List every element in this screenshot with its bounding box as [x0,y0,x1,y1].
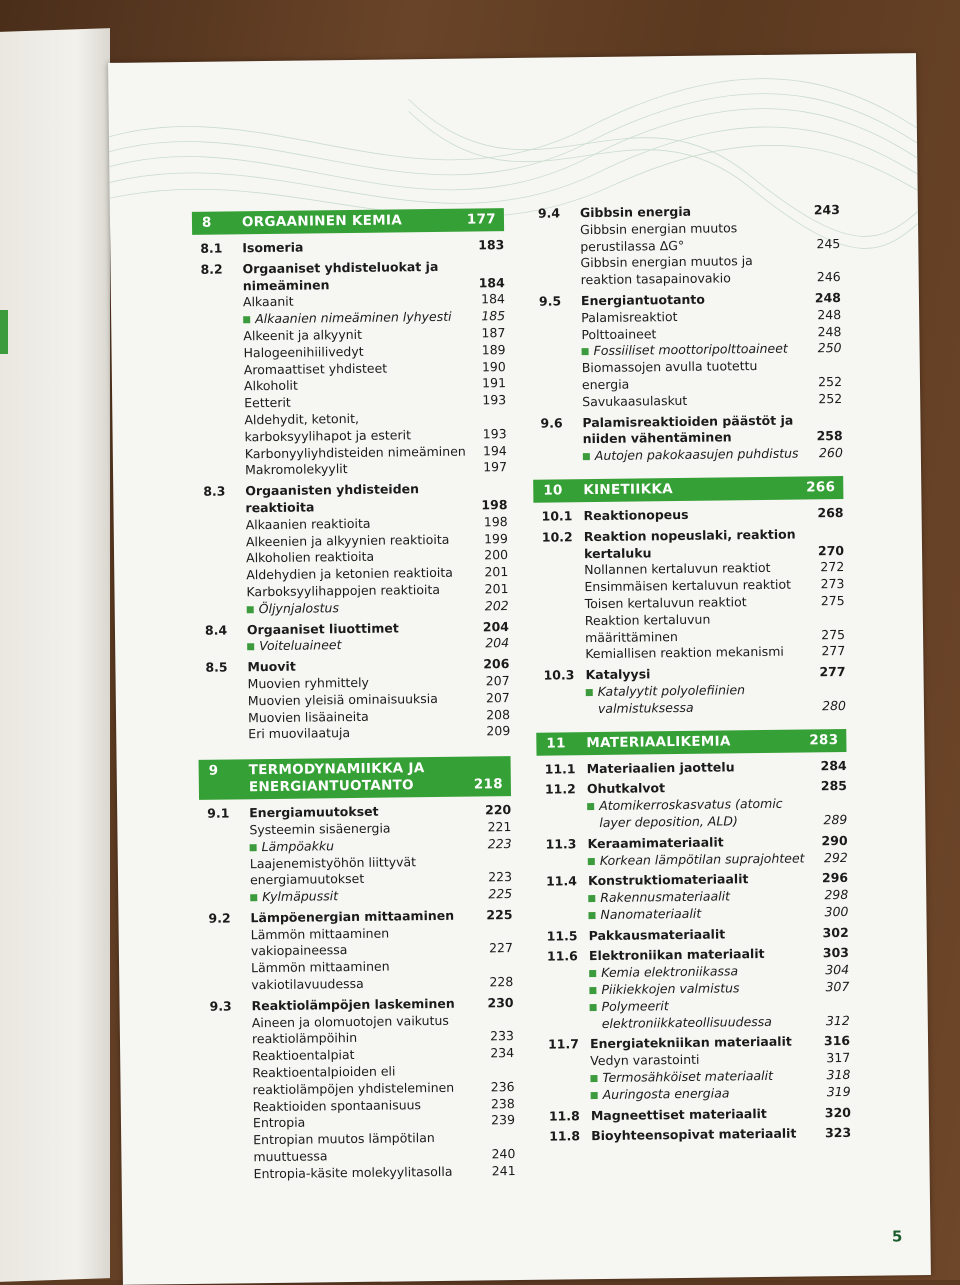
chapter-page: 266 [806,479,836,496]
entry-title: Reaktionopeus [583,506,689,524]
entry-page: 227 [488,940,513,956]
entry-title: Kemiallisen reaktion mekanismi [585,644,784,662]
entry-page: 248 [817,306,842,323]
entry-page: 317 [826,1050,851,1066]
entry-page: 208 [486,706,511,722]
toc-entry [541,1084,851,1105]
chapter-title: KINETIIKKA [583,481,674,499]
entry-page: 233 [489,1028,515,1044]
chapter-page: 218 [473,776,503,793]
toc-entry [538,849,848,870]
section-number: 10.2 [541,529,573,545]
entry-title: Voiteluaineet [259,637,342,654]
chapter-title: MATERIAALIKEMIA [586,732,731,751]
entry-title: Aldehydien ja ketonien reaktioita [246,564,453,583]
entry-title: Entropia-käsite molekyylitasolla [253,1163,453,1182]
entry-page: 273 [820,576,845,592]
toc-entry [192,258,504,295]
entry-title: Toisen kertaluvun reaktiot [584,594,747,612]
entry-page: 194 [482,442,507,458]
entry-page: 240 [491,1146,516,1162]
toc-entry [541,1105,851,1126]
entry-title: Ohutkalvot [586,780,666,797]
section-number: 8.3 [203,483,226,499]
entry-page: 207 [485,689,510,706]
entry-page: 201 [484,564,509,580]
section-number: 8.5 [205,659,228,675]
entry-page: 204 [482,618,510,634]
entry-page: 275 [820,592,845,609]
toc-entry [537,757,847,778]
entry-title: Katalyytit polyolefiinien valmistuksessa [597,682,746,716]
section-number: 11.7 [547,1036,579,1053]
entry-page: 202 [484,597,509,614]
entry-title: Eetterit [244,394,291,411]
entry-page: 280 [821,697,847,713]
toc-column-right [530,202,851,1146]
entry-page: 292 [823,849,848,865]
section-number: 8.2 [200,261,223,277]
chapter-heading [533,476,843,503]
entry-title: Orgaaniset liuottimet [246,619,399,637]
toc-entry [538,904,848,925]
toc-entry [195,459,507,480]
entry-title: Nanomateriaalit [600,905,702,922]
entry-title: Orgaanisten yhdisteiden reaktioita [245,481,420,516]
entry-title: Piikiekkojen valmistus [601,980,740,998]
entry-title: Gibbsin energian muutos perustilassa ΔG° [580,220,738,254]
entry-title: Systeemin sisäenergia [249,820,391,838]
entry-page: 187 [481,325,506,341]
entry-title: Karboksyylihappojen reaktioita [246,581,441,600]
entry-title: Alkeenit ja alkyynit [243,326,363,344]
entry-title: Eri muovilaatuja [248,725,351,742]
entry-title: Lämmön mittaaminen vakiopaineessa [250,925,390,959]
entry-page: 209 [486,723,511,739]
toc-entry [203,1129,515,1166]
entry-page: 250 [817,340,842,356]
entry-page: 270 [817,542,845,558]
entry-title: Autojen pakokaasujen puhdistus [594,445,799,464]
entry-page: 183 [478,237,505,253]
entry-page: 225 [488,886,513,902]
entry-page: 199 [483,530,508,546]
chapter-number: 9 [208,762,219,779]
toc-entry [540,996,850,1033]
entry-title: Alkoholit [243,378,298,394]
entry-page: 260 [818,445,843,461]
toc-entry [534,505,844,526]
entry-title: Biomassojen avulla tuotettu energia [581,358,758,393]
entry-title: Entropia [252,1115,306,1131]
section-number: 11.3 [545,835,577,852]
entry-page: 220 [484,802,512,818]
entry-title: Öljynjalostus [258,599,340,616]
entry-title: Laajenemistyöhön liittyvät energiamuutokset [249,853,417,888]
entry-page: 191 [482,375,507,391]
toc-entry [201,957,513,994]
entry-title: Muovien ryhmittely [247,674,370,692]
entry-title: Alkeenien ja alkyynien reaktioita [245,531,450,549]
toc-entry [530,219,840,256]
entry-title: Lämpöakku [261,837,335,854]
chapter-number: 10 [543,482,563,499]
entry-page: 252 [818,373,843,390]
entry-title: Reaktion kertaluvun määrittäminen [584,611,711,645]
entry-page: 248 [817,323,842,339]
entry-page: 319 [826,1083,851,1100]
toc-entry [537,795,847,832]
entry-title: Reaktion nopeuslaki, reaktion kertaluku [583,526,796,561]
section-number: 11.5 [546,927,578,944]
toc-entry [194,409,506,446]
entry-page: 298 [824,887,849,903]
entry-page: 304 [825,962,850,978]
entry-title: Palamisreaktiot [581,308,678,325]
entry-title: Korkean lämpötilan suprajohteet [599,849,805,868]
section-number: 9.5 [538,293,562,309]
toc-entry [200,886,512,907]
toc-entry [201,924,513,961]
chapter-heading [199,756,511,800]
entry-page: 302 [822,924,849,940]
entry-title: Kemia elektroniikassa [601,963,739,981]
entry-title: Energiantuotanto [580,291,706,309]
entry-page: 284 [820,757,847,773]
entry-title: Reaktiolämpöjen laskeminen [251,995,455,1014]
entry-title: Kylmäpussit [262,888,339,905]
entry-title: Gibbsin energian muutos ja reaktion tasapainovakio [580,253,753,288]
chapter-title: TERMODYNAMIIKKA JA ENERGIANTUOTANTO [248,760,425,796]
entry-title: Polttoaineet [581,325,657,342]
chapter-heading [192,208,504,235]
toc-entry [535,643,845,664]
toc-entry [539,925,849,946]
toc-entry [532,412,842,449]
entry-page: 285 [820,778,848,794]
chapter-page: 177 [466,211,497,228]
section-number: 9.2 [208,910,231,926]
entry-title: Makromolekyylit [244,461,348,478]
section-number: 11.8 [549,1128,581,1145]
entry-page: 275 [821,626,846,642]
entry-title: Bioyhteensopivat materiaalit [591,1126,797,1144]
entry-title: Orgaaniset yhdisteluokat ja nimeäminen [242,258,439,293]
toc-entry [195,480,507,517]
entry-page: 234 [490,1045,515,1061]
entry-title: Reaktioentalpiat [252,1047,355,1064]
chapter-page: 283 [809,731,839,748]
entry-title: Rakennusmateriaalit [600,888,731,906]
entry-page: 236 [490,1078,515,1095]
entry-page: 204 [485,635,510,651]
entry-page: 239 [491,1112,516,1128]
toc-entry [541,1125,851,1146]
entry-title: Karbonyyliyhdisteiden nimeäminen [244,443,466,461]
left-page-green-tab [0,310,8,354]
entry-title: Alkoholien reaktioita [245,549,375,566]
entry-page: 258 [816,428,843,444]
entry-title: Ensimmäisen kertaluvun reaktiot [584,576,792,595]
entry-title: Aineen ja olomuotojen vaikutus reaktiolämpöihin [251,1012,449,1047]
toc-entry [532,357,842,394]
entry-page: 200 [484,547,509,563]
entry-title: Pakkausmateriaalit [588,926,726,943]
chapter-number: 11 [546,734,566,752]
section-number: 11.2 [544,781,576,797]
toc-entry [197,598,509,619]
entry-page: 193 [482,392,507,408]
section-number: 8.4 [204,622,228,638]
chapter-heading [536,728,846,755]
entry-page: 207 [485,672,510,689]
entry-page: 241 [491,1162,516,1179]
entry-page: 225 [486,906,513,923]
entry-page: 190 [481,358,506,374]
entry-title: Lämpöenergian mittaaminen [250,907,455,926]
entry-title: Termosähköiset materiaalit [602,1067,774,1086]
entry-page: 272 [820,559,845,575]
entry-page: 323 [824,1125,852,1141]
entry-page: 197 [483,459,508,475]
entry-title: Keraamimateriaalit [587,834,724,851]
entry-title: Halogeenihiilivedyt [243,343,364,361]
entry-title: Auringosta energiaa [602,1085,730,1102]
entry-title: Energiamuutokset [249,803,379,821]
entry-title: Polymeerit elektroniikkateollisuudessa [601,998,773,1031]
entry-title: Energiatekniikan materiaalit [589,1034,792,1052]
section-number: 9.1 [207,805,230,821]
section-number: 10.1 [541,508,573,524]
entry-page: 300 [824,903,849,920]
entry-title: Aromaattiset yhdisteet [243,360,388,377]
toc-entry [204,1163,516,1184]
entry-page: 223 [488,869,513,885]
entry-page: 243 [813,202,840,218]
entry-page: 248 [814,289,842,306]
entry-title: Nollannen kertaluvun reaktiot [584,560,771,578]
entry-title: Muovit [247,658,296,675]
toc-entry [535,610,845,647]
entry-page: 277 [819,664,846,680]
toc-column-left [192,208,516,1183]
entry-title: Lämmön mittaaminen vakiotilavuudessa [251,958,390,993]
entry-page: 296 [821,870,849,886]
chapter-title: ORGAANINEN KEMIA [241,212,403,231]
entry-page: 245 [816,235,841,251]
entry-page: 290 [821,832,848,848]
entry-page: 268 [817,504,844,521]
entry-page: 252 [818,390,843,407]
entry-page: 320 [824,1104,851,1120]
section-number: 10.3 [543,667,575,683]
entry-page: 198 [483,513,508,530]
entry-title: Savukaasulaskut [582,392,688,409]
entry-title: Elektroniikan materiaalit [588,946,765,964]
toc-entry [192,237,504,258]
left-page-edge [0,28,110,1282]
entry-page: 307 [825,979,850,995]
section-number: 9.3 [209,998,232,1014]
entry-title: Alkaanien nimeäminen lyhyesti [255,308,452,327]
section-number: 11.1 [544,760,576,777]
entry-title: Entropian muutos lämpötilan muuttuessa [253,1130,435,1165]
entry-page: 185 [481,308,506,324]
entry-page: 289 [823,811,848,828]
entry-title: Konstruktiomateriaalit [587,871,749,889]
entry-page: 230 [487,994,514,1011]
entry-title: Muovien yleisiä ominaisuuksia [247,690,438,708]
entry-page: 277 [821,643,846,659]
entry-title: Alkaanien reaktioita [245,515,371,533]
section-number: 11.8 [548,1107,580,1124]
entry-title: Muovien lisäaineita [247,708,369,725]
toc-entry [200,853,512,890]
toc-entry [202,1062,514,1099]
toc-page [108,53,931,1285]
entry-title: Alkaanit [242,294,294,310]
section-number: 11.6 [546,948,578,965]
entry-title: Gibbsin energia [579,203,692,221]
entry-page: 189 [481,341,506,358]
toc-entry [197,635,509,656]
toc-entry [530,252,840,289]
entry-page: 238 [490,1095,515,1111]
entry-page: 318 [826,1067,851,1083]
entry-page: 228 [489,974,514,990]
entry-title: Isomeria [242,239,304,256]
entry-page: 201 [484,581,509,597]
entry-title: Atomikerroskasvatus (atomic layer deposition, ALD) [599,795,783,830]
entry-page: 184 [478,274,505,291]
entry-title: Magneettiset materiaalit [590,1105,767,1123]
toc-entry [534,526,844,563]
entry-title: Aldehydit, ketonit, karboksyylihapot ja esterit [244,410,412,445]
entry-page: 221 [487,818,512,835]
entry-title: Palamisreaktioiden päästöt ja niiden vähentäminen [582,412,794,447]
section-number: 8.1 [200,240,223,256]
section-number: 9.4 [537,205,561,221]
toc-entry [202,1012,514,1049]
chapter-number: 8 [201,214,212,231]
entry-title: Materiaalien jaottelu [586,758,735,776]
entry-title: Fossiiliset moottoripolttoaineet [593,341,788,359]
entry-page: 206 [483,656,510,672]
entry-page: 184 [480,291,506,307]
entry-title: Katalyysi [585,666,651,683]
toc-entry [536,681,846,718]
entry-page: 223 [487,835,512,852]
entry-page: 303 [822,945,850,961]
section-number: 11.4 [545,873,577,889]
entry-page: 198 [481,497,508,513]
entry-page: 193 [482,425,507,442]
entry-title: Reaktioiden spontaanisuus [252,1096,422,1114]
entry-title: Reaktioentalpioiden eli reaktiolämpöjen yhdisteleminen [252,1063,455,1098]
section-number: 9.6 [540,414,563,431]
entry-page: 316 [823,1033,851,1049]
entry-title: Vedyn varastointi [590,1052,700,1069]
entry-page: 246 [816,269,841,285]
page-number: 5 [891,1227,903,1246]
toc-entry [532,391,842,412]
entry-page: 312 [825,1012,850,1028]
